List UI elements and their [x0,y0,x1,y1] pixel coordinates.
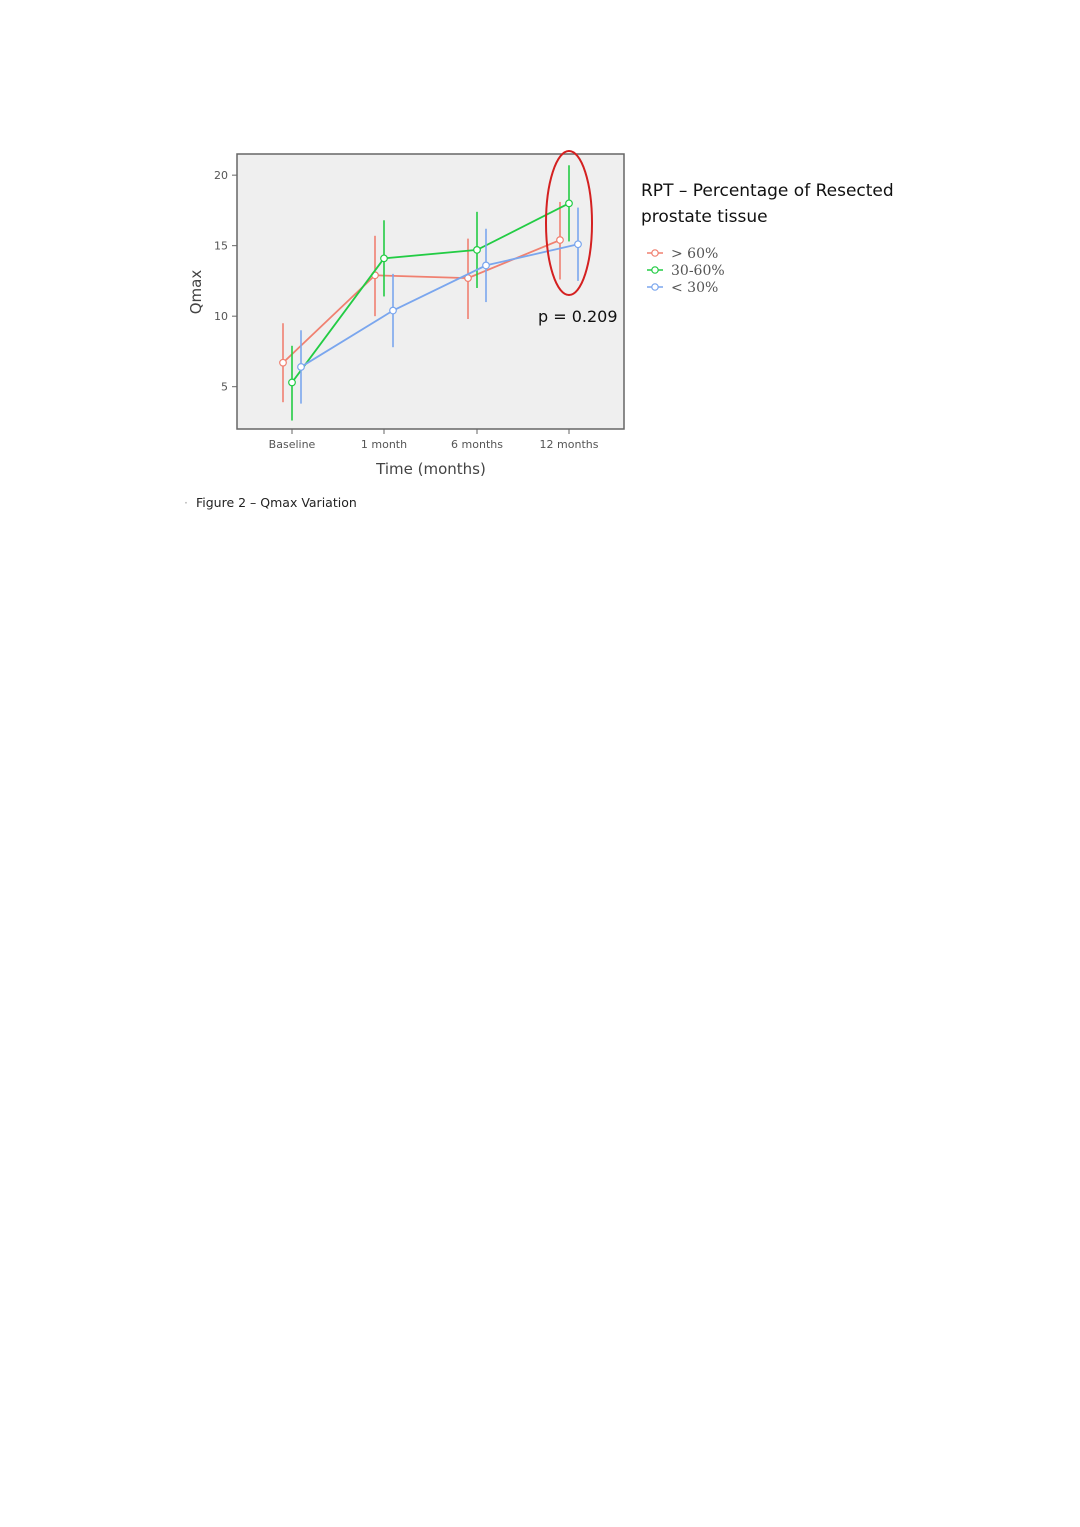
legend-label: 30-60% [671,263,725,279]
data-point [298,364,305,371]
data-point [566,200,573,207]
caption-bullet: · [184,495,188,510]
qmax-chart [0,0,1080,560]
y-axis [214,169,237,394]
legend-label: > 60% [671,246,719,262]
legend [647,246,725,296]
data-point [474,247,481,254]
y-axis-title: Qmax [187,269,205,315]
x-tick-label: 12 months [539,438,599,451]
legend-swatch-marker [652,284,658,290]
legend-swatch-marker [652,250,658,256]
data-point [289,379,296,386]
y-tick-label: 5 [221,380,228,394]
x-tick-label: Baseline [268,438,316,451]
x-tick-label: 6 months [451,438,503,451]
y-tick-label: 15 [214,239,228,253]
data-point [483,262,490,269]
caption-text: Figure 2 – Qmax Variation [195,495,357,510]
legend-title-line-2: prostate tissue [641,207,768,227]
data-point [575,241,582,248]
legend-label: < 30% [671,280,719,296]
data-point [381,255,388,262]
x-axis [269,429,599,451]
legend-swatch-marker [652,267,658,273]
data-point [280,359,287,366]
data-point [557,237,564,244]
p-value-annotation: p = 0.209 [538,307,618,326]
legend-title-line-1: RPT – Percentage of Resected [641,181,894,201]
data-point [390,307,397,314]
x-axis-title: Time (months) [376,460,486,478]
y-tick-label: 20 [214,169,228,183]
x-tick-label: 1 month [360,438,408,451]
y-tick-label: 10 [214,310,228,324]
figure-caption [184,495,357,510]
